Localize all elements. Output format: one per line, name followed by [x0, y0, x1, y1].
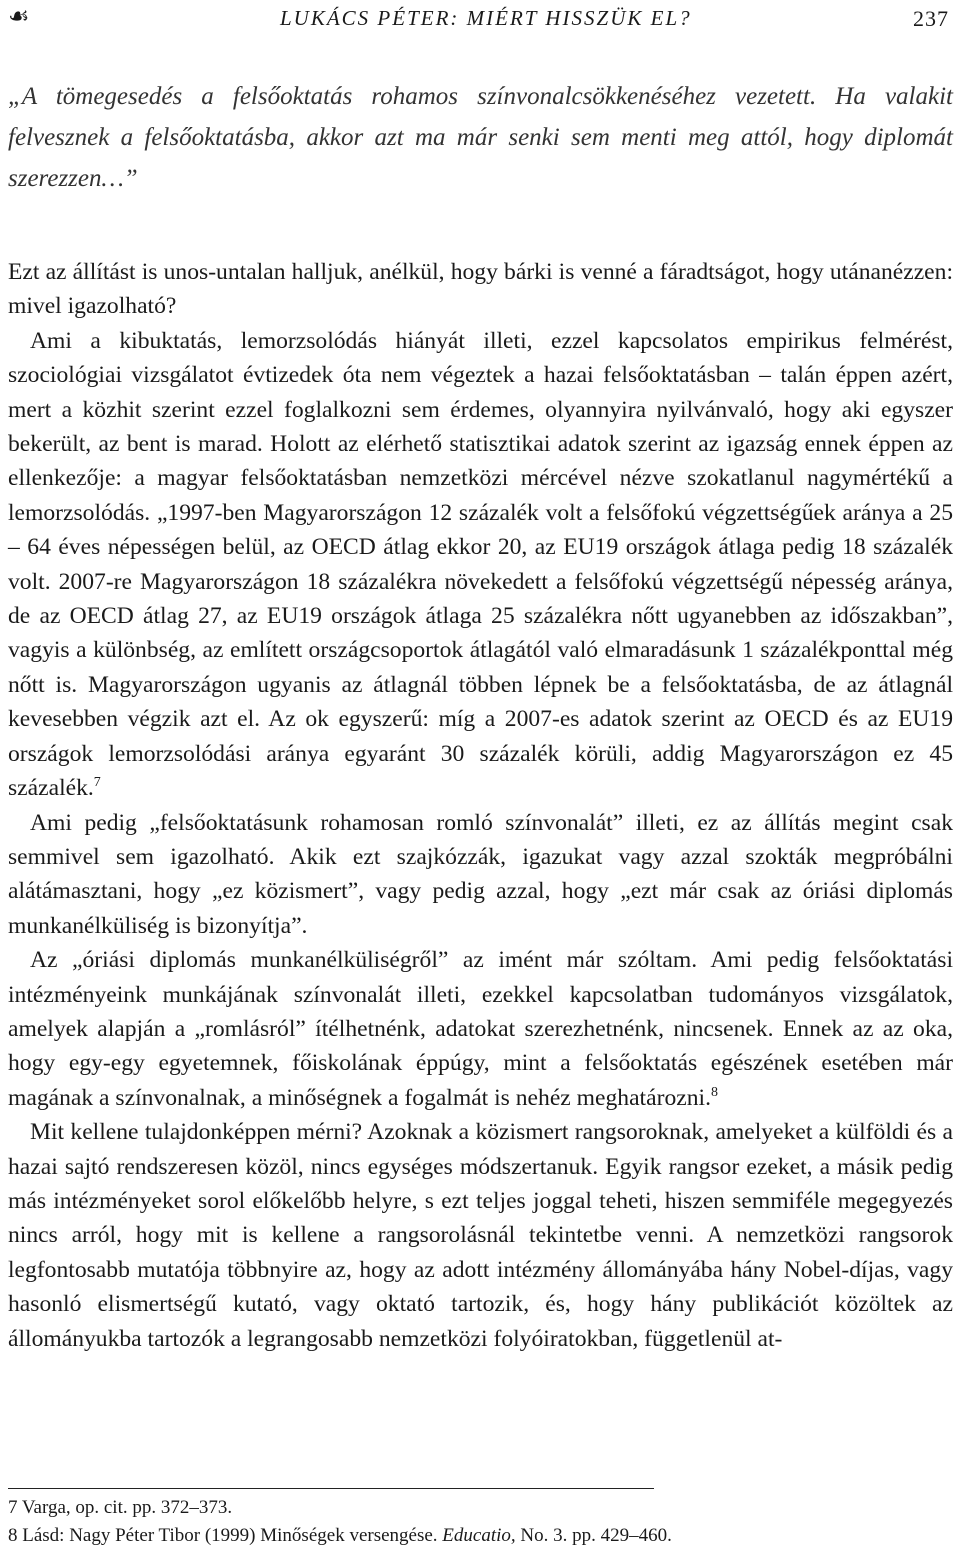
- footnote-ref-8[interactable]: 8: [710, 1084, 718, 1100]
- paragraph-3: Ami pedig „felsőoktatásunk rohamosan romló színvonalát” illeti, ez az állítás megint csak semmivel sem igazolható. Akik ezt szajkózzák, igazukat vagy azzal szokták megpróbálni alátámasztani, hogy „ez közismert”, vagy pedig azzal, hogy „ezt már csak az óriási diplomás munkanélküliség is bizonyítja”.: [8, 809, 953, 939]
- footnote-ref-7[interactable]: 7: [93, 775, 101, 791]
- footnote-8-prefix: 8 Lásd: Nagy Péter Tibor (1999) Minőségek versengése.: [8, 1525, 443, 1546]
- paragraph-2-text: Ami a kibuktatás, lemorzsolódás hiányát illeti, ezzel kapcsolatos empirikus felmérést, szociológiai vizsgálatot évtizedek óta nem végeztek a hazai felsőoktatásban – talán éppen azért, mert a közhit szerint ezzel foglalkozni sem érdemes, olyannyira nyilvánvaló, hogy aki egyszer bekerült, az bent is marad. Holott az elérhető statisztikai adatok szerint az igazság ennek éppen az ellenkezője: a magyar felsőoktatásban nemzetközi mércével nézve szokatlanul nagymértékű a lemorzsolódás. „1997-ben Magyarországon 12 százalék volt a felsőfokú végzettségűek aránya a 25 – 64 éves népességen belül, az OECD átlag ekkor 20, az EU19 országok átlaga pedig 18 százalék volt. 2007-re Magyarországon 18 százalékra növekedett a felsőfokú végzettségű népesség aránya, de az OECD átlag 27, az EU19 országok átlaga 25 százalékra nőtt ugyanebben az időszakban”, vagyis a különbség, az említett országcsoportok átlagától való elmaradásunk 1 százalékponttal még nőtt is. Magyarországon ugyanis az átlagnál többen lépnek be a felsőoktatásba, de az átlagnál kevesebben végzik azt el. Az ok egyszerű: míg a 2007-es adatok szerint az OECD és az EU19 országok lemorzsolódási aránya egyaránt 30 százalék körüli, addig Magyarországon ez 45 százalék.: [8, 327, 953, 802]
- book-page: [8, 0, 953, 1356]
- paragraph-2: [8, 324, 953, 806]
- footnote-8: [8, 1522, 953, 1550]
- footnote-8-suffix: No. 3. pp. 429–460.: [515, 1525, 672, 1546]
- page-header: [8, 0, 953, 40]
- paragraph-4-text: Az „óriási diplomás munkanélküliségről” az imént már szóltam. Ami pedig felsőoktatási intézményeink munkájának színvonalát illeti, ezekkel kapcsolatban tudományos vizsgálatok, amelyek alapján a „romlásról” ítélhetnénk, adatokat szerezhetnénk, nincsenek. Ennek az az oka, hogy egy-egy egyetemnek, főiskolának éppúgy, mint a felsőoktatás egészének esetében már magának a színvonalnak, a minőségnek a fogalmát is nehéz meghatározni.: [8, 947, 953, 1111]
- epigraph-quote: „A tömegesedés a felsőoktatás rohamos színvonalcsökkenéséhez vezetett. Ha valakit felvesznek a felsőoktatásba, akkor azt ma már senki sem menti meg attól, hogy diplomát szerezzen…”: [8, 83, 953, 192]
- fleuron-ornament-icon: ☙: [8, 2, 30, 30]
- footnotes: [8, 1494, 953, 1550]
- footnote-8-journal: Educatio,: [442, 1525, 516, 1546]
- paragraph-1: Ezt az állítást is unos-untalan halljuk, anélkül, hogy bárki is venné a fáradtságot, hogy utánanézzen: mivel igazolható?: [8, 259, 953, 320]
- paragraph-4: [8, 943, 953, 1115]
- footnote-divider: [8, 1488, 654, 1489]
- footnote-7: 7 Varga, op. cit. pp. 372–373.: [8, 1497, 233, 1518]
- running-title: LUKÁCS PÉTER: MIÉRT HISSZÜK EL?: [280, 6, 692, 30]
- page-number: 237: [913, 6, 949, 31]
- paragraph-5: Mit kellene tulajdonképpen mérni? Azoknak a közismert rangsoroknak, amelyeket a külföldi és a hazai sajtó rendszeresen közöl, nincs egységes módszertanuk. Egyik rangsor ezeket, a másik pedig más intézményeket sorol előkelőbb helyre, s ezt teljes joggal teheti, hiszen semmiféle megegyezés nincs arról, hogy mit is kellene a rangsorolásnál tekintetbe venni. A nemzetközi rangsorok legfontosabb mutatója többnyire az, hogy az adott intézmény állományába hány Nobel-díjas, vagy hasonló elismertségű kutató, vagy oktató tartozik, és, hogy hány publikációt közöltek az állományukba tartozók a legrangosabb nemzetközi folyóiratokban, függetlenül at-: [8, 1119, 953, 1352]
- body-text: [8, 255, 953, 1356]
